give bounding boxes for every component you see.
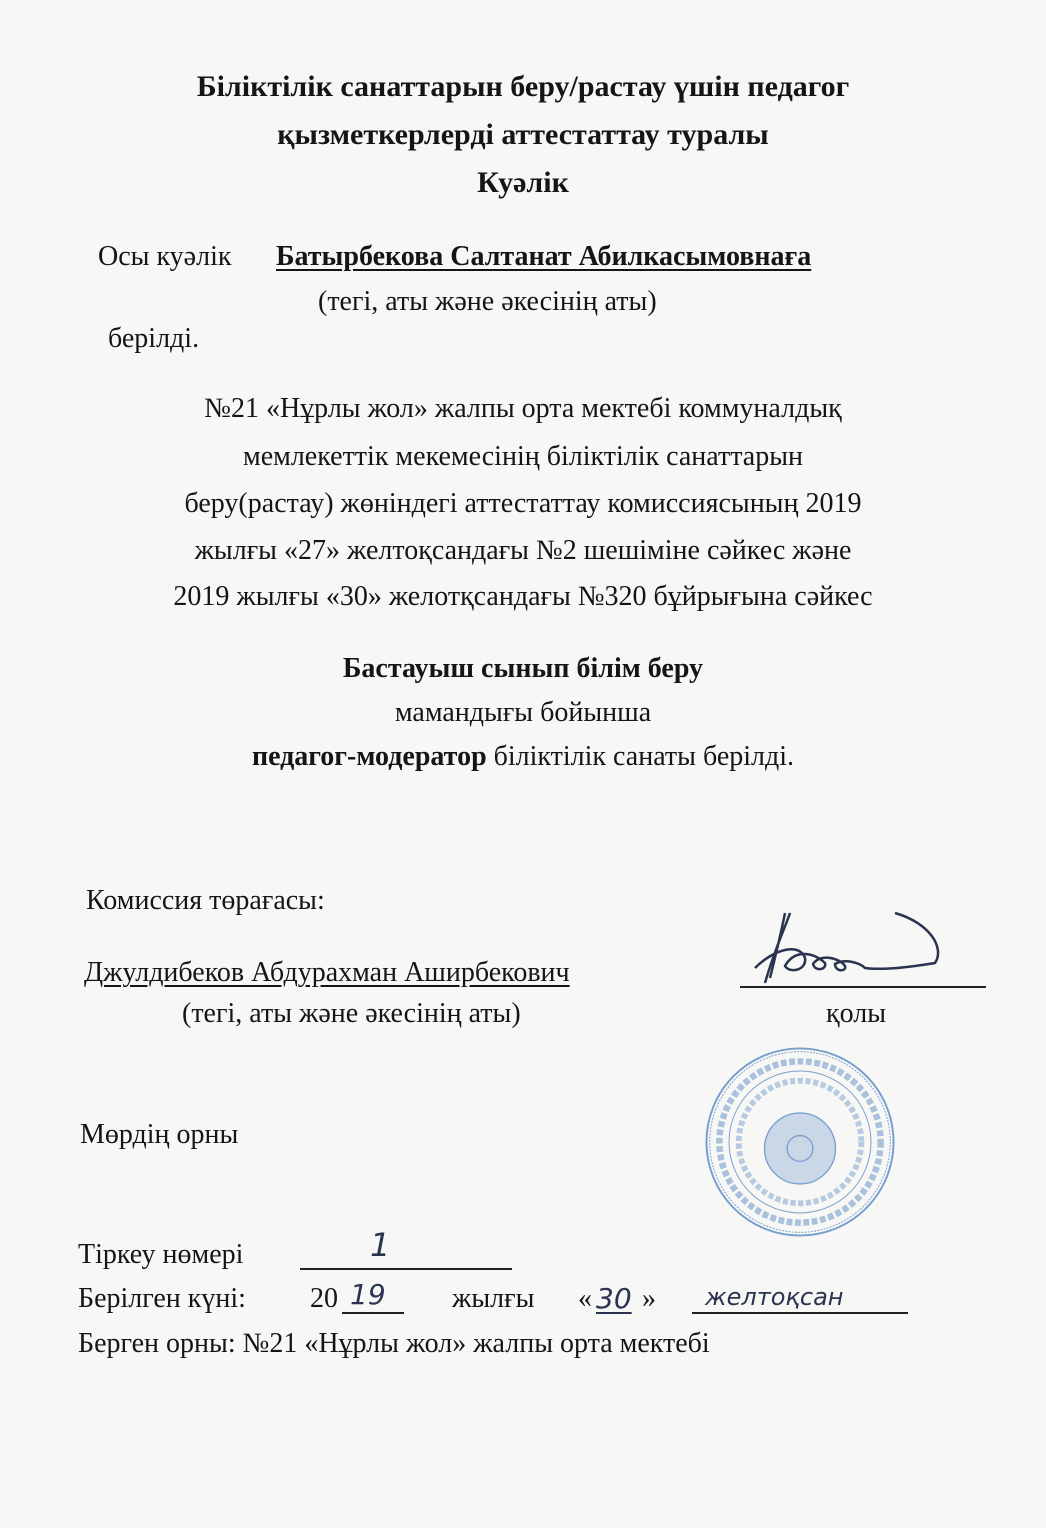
issue-date-label: Берілген күні: xyxy=(78,1283,246,1314)
category-line xyxy=(0,740,1046,774)
day-open-quote: « xyxy=(578,1283,592,1314)
year-line xyxy=(342,1312,404,1314)
title-line-3: Куәлік xyxy=(477,166,569,199)
day-value: 30 xyxy=(596,1282,632,1315)
recipient-caption: (тегі, аты және әкесінің аты) xyxy=(318,286,657,317)
title-line-1: Біліктілік санаттарын беру/растау үшін педагог xyxy=(196,70,850,103)
basis-line: беру(растау) жөніндегі аттестаттау комиссиясының 2019 xyxy=(184,488,862,519)
basis-line: жылғы «27» желтоқсандағы №2 шешіміне сәйкес және xyxy=(194,535,852,566)
basis-line: 2019 жылғы «30» желотқсандағы №320 бұйрығына сәйкес xyxy=(173,581,873,612)
registration-line xyxy=(300,1268,512,1270)
year-prefix: 20 xyxy=(310,1283,338,1314)
registration-label: Тіркеу нөмері xyxy=(78,1239,244,1270)
category-suffix: біліктілік санаты берілді. xyxy=(486,741,795,772)
category-name: педагог-модератор xyxy=(251,741,487,772)
year-word: жылғы xyxy=(452,1283,535,1314)
specialty-name: Бастауыш сынып білім беру xyxy=(342,653,704,684)
day-close-quote: » xyxy=(642,1283,656,1314)
recipient-prefix: Осы куәлік xyxy=(98,241,232,272)
specialty-label: мамандығы бойынша xyxy=(394,697,652,728)
signature-caption: қолы xyxy=(826,998,887,1029)
registration-value: 1 xyxy=(370,1226,391,1264)
basis-line: №21 «Нұрлы жол» жалпы орта мектебі коммуналдық xyxy=(204,393,842,424)
chair-name: Джулдибеков Абдурахман Аширбекович xyxy=(84,957,570,988)
name-caption: (тегі, аты және әкесінің аты) xyxy=(182,998,521,1029)
month-value: желтоқсан xyxy=(705,1283,844,1311)
recipient-name: Батырбекова Салтанат Абилкасымовнаға xyxy=(276,241,812,272)
official-stamp xyxy=(700,1042,900,1242)
signature-image xyxy=(745,908,955,988)
stamp-place-label: Мөрдің орны xyxy=(80,1119,239,1150)
year-suffix: 19 xyxy=(350,1278,386,1311)
recipient-suffix: берілді. xyxy=(108,323,200,354)
issued-by: Берген орны: №21 «Нұрлы жол» жалпы орта мектебі xyxy=(78,1328,710,1359)
title-line-2: қызметкерлерді аттестаттау туралы xyxy=(277,118,769,151)
basis-line: мемлекеттік мекемесінің біліктілік санаттарын xyxy=(242,441,804,472)
commission-label: Комиссия төрағасы: xyxy=(86,885,325,916)
